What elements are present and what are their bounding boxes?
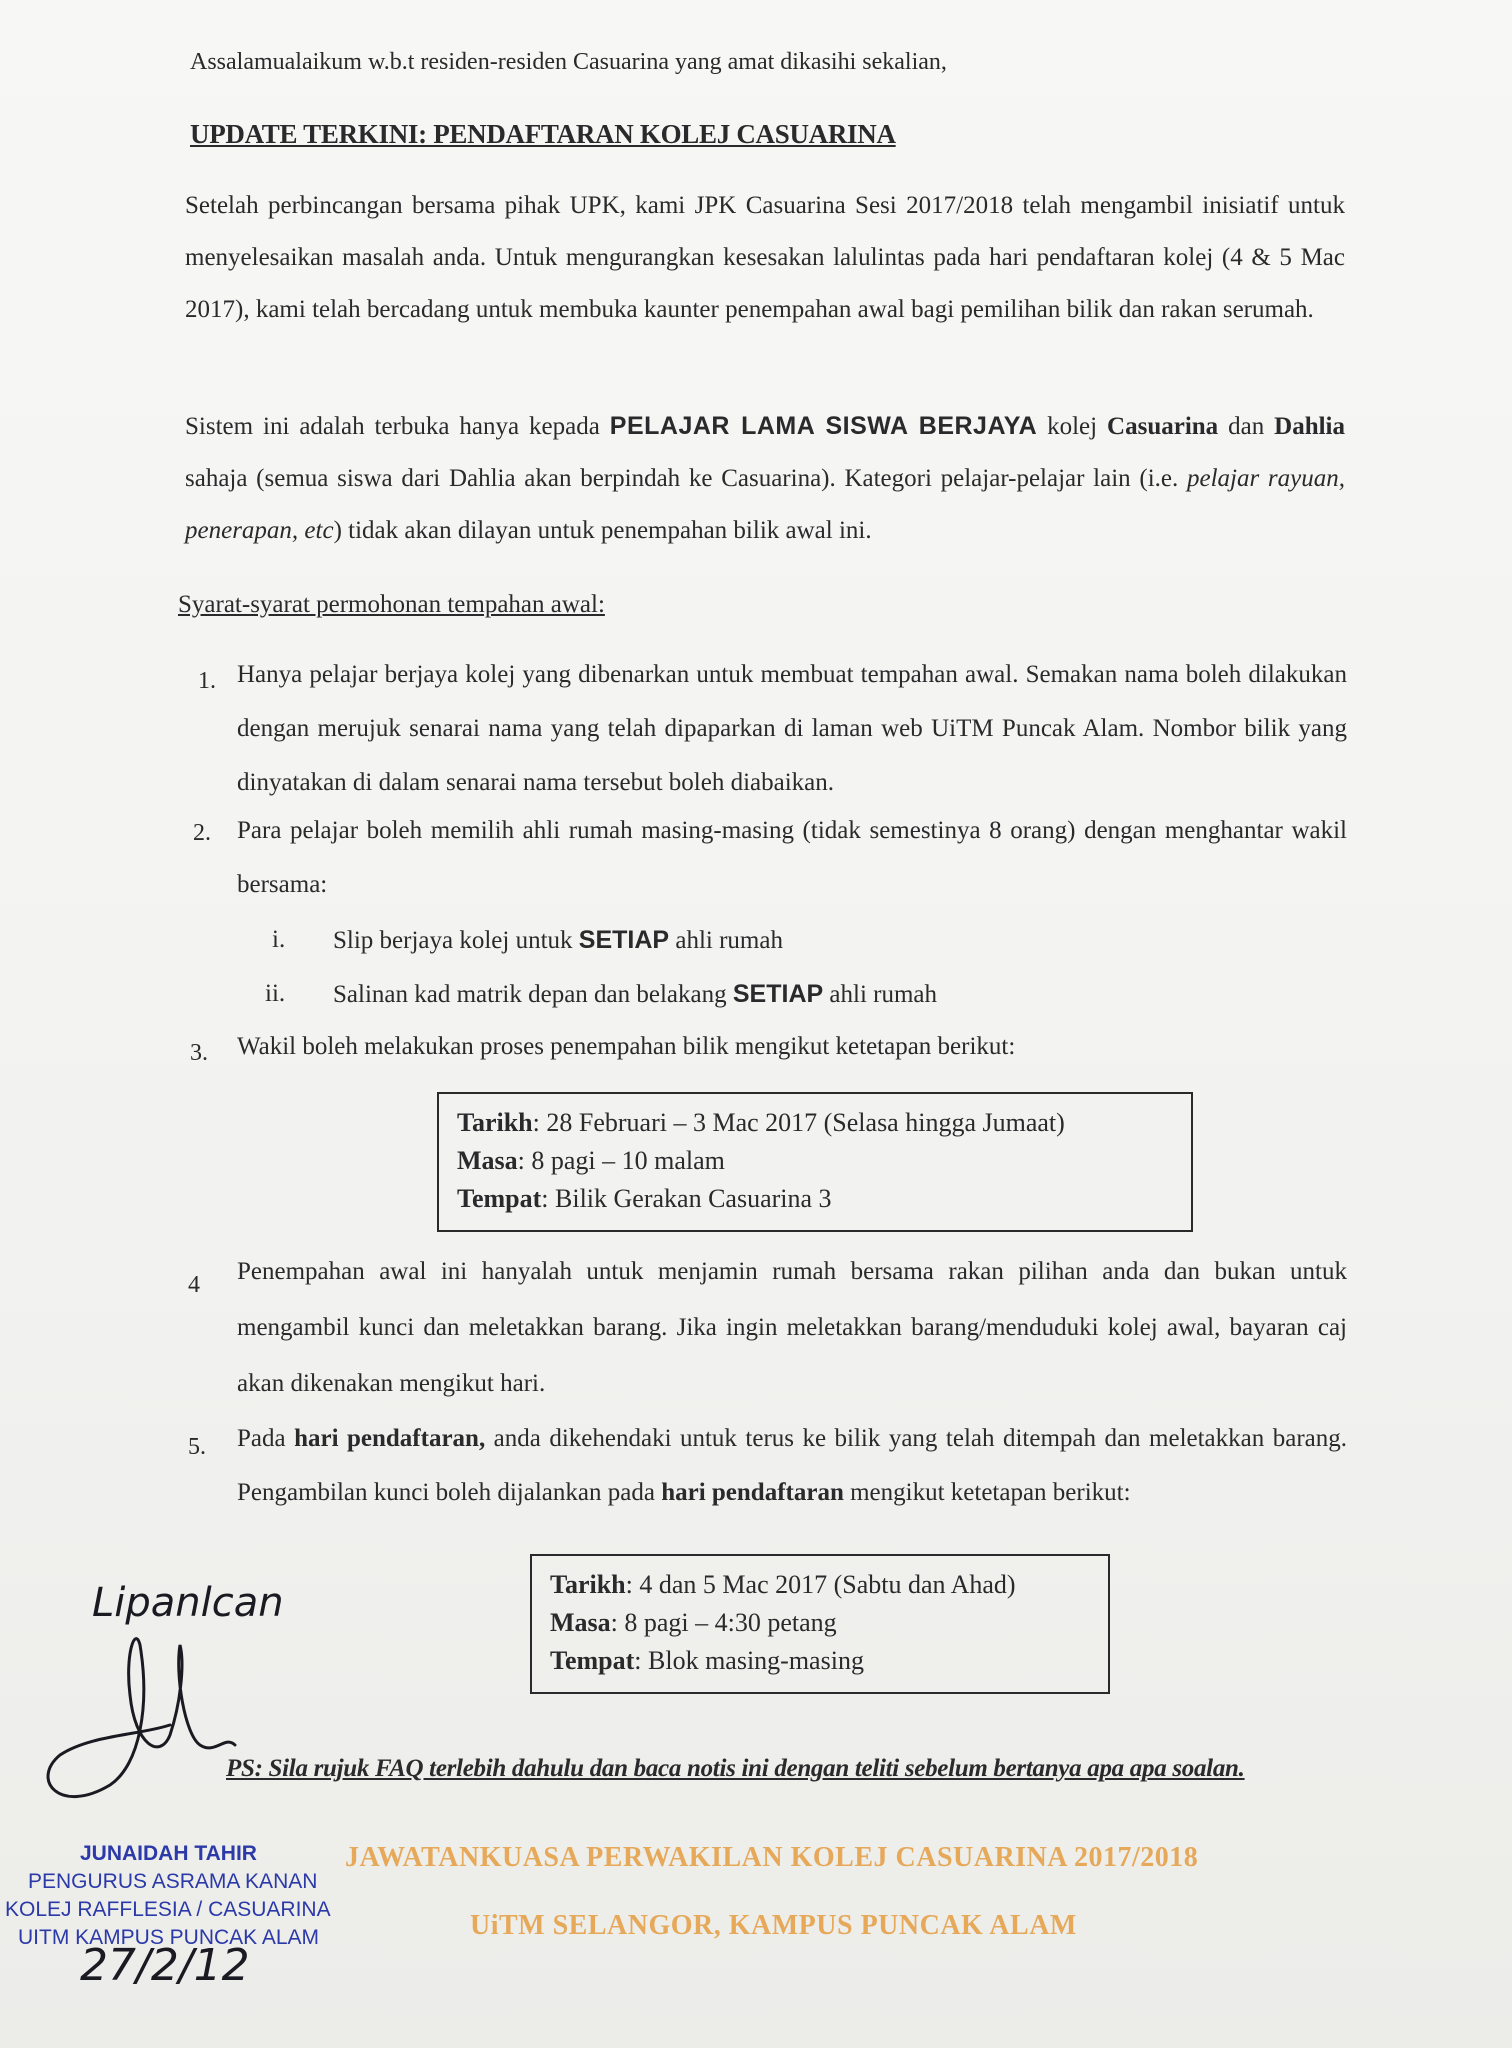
item-3-text: Wakil boleh melakukan proses penempahan bilik mengikut ketetapan berikut: bbox=[237, 1033, 1016, 1060]
item-3-number: 3. bbox=[190, 1040, 208, 1066]
item-1-number: 1. bbox=[198, 668, 216, 694]
ps-note: PS: Sila rujuk FAQ terlebih dahulu dan baca notis ini dengan teliti sebelum bertanya apa apa soalan. bbox=[226, 1755, 1245, 1782]
registration-place-label: Tempat bbox=[550, 1646, 635, 1675]
booking-place-label: Tempat bbox=[457, 1184, 542, 1213]
para2-text-3: dan bbox=[1218, 413, 1275, 440]
registration-date-value: : 4 dan 5 Mac 2017 (Sabtu dan Ahad) bbox=[625, 1570, 1016, 1599]
subitem-ii-text bbox=[333, 980, 937, 1009]
item-5-bold-2: hari pendaftaran bbox=[661, 1479, 844, 1506]
para2-bold-2: Casuarina bbox=[1107, 413, 1219, 440]
booking-schedule-box bbox=[437, 1092, 1193, 1232]
para2-text-1: Sistem ini adalah terbuka hanya kepada bbox=[185, 413, 610, 440]
handwritten-date: 27/2/12 bbox=[80, 1940, 250, 1991]
item-2-text: Para pelajar boleh memilih ahli rumah masing-masing (tidak semestinya 8 orang) dengan menghantar wakil bersama: bbox=[237, 817, 1347, 898]
subitem-ii-bold: SETIAP bbox=[732, 980, 824, 1008]
item-4-text: Penempahan awal ini hanyalah untuk menjamin rumah bersama rakan pilihan anda dan bukan untuk mengambil kunci dan meletakkan barang. Jika ingin meletakkan barang/menduduki kolej awal, bayaran caj akan dikenakan mengikut hari. bbox=[237, 1258, 1347, 1397]
signature-icon bbox=[20, 1585, 250, 1815]
registration-time-value: : 8 pagi – 4:30 petang bbox=[610, 1608, 837, 1637]
para2-italic-1: pelajar rayuan, penerapan, etc bbox=[185, 465, 1345, 544]
para2-text-2: kolej bbox=[1037, 413, 1108, 440]
stamp-college: KOLEJ RAFFLESIA / CASUARINA bbox=[5, 1898, 331, 1921]
para2-text-5: ) tidak akan dilayan untuk penempahan bilik awal ini. bbox=[333, 517, 872, 544]
requirements-heading: Syarat-syarat permohonan tempahan awal: bbox=[178, 591, 605, 618]
booking-place-value: : Bilik Gerakan Casuarina 3 bbox=[541, 1184, 832, 1213]
footer-campus: UiTM SELANGOR, KAMPUS PUNCAK ALAM bbox=[470, 1910, 1077, 1941]
item-5-part-3: mengikut ketetapan berikut: bbox=[843, 1479, 1131, 1506]
page-title: UPDATE TERKINI: PENDAFTARAN KOLEJ CASUARINA bbox=[190, 119, 896, 149]
subitem-ii-number: ii. bbox=[265, 980, 286, 1007]
registration-place-value: : Blok masing-masing bbox=[634, 1646, 864, 1675]
booking-time-row bbox=[457, 1142, 1173, 1180]
item-1-text: Hanya pelajar berjaya kolej yang dibenarkan untuk membuat tempahan awal. Semakan nama boleh dilakukan dengan merujuk senarai nama yang telah dipaparkan di laman web UiTM Puncak Alam. Nombor bilik yang dinyatakan di dalam senarai nama tersebut boleh diabaikan. bbox=[237, 661, 1347, 796]
paragraph-intro: Setelah perbincangan bersama pihak UPK, kami JPK Casuarina Sesi 2017/2018 telah mengambil inisiatif untuk menyelesaikan masalah anda. Untuk mengurangkan kesesakan lalulintas pada hari pendaftaran kolej (4 & 5 Mac 2017), kami telah bercadang untuk membuka kaunter penempahan awal bagi pemilihan bilik dan rakan serumah. bbox=[185, 192, 1345, 323]
para2-text-4: sahaja (semua siswa dari Dahlia akan berpindah ke Casuarina). Kategori pelajar-pelajar lain (i.e. bbox=[185, 465, 1187, 492]
registration-place-row bbox=[550, 1642, 1090, 1680]
handwritten-word: Lipanlcan bbox=[92, 1580, 284, 1626]
greeting: Assalamualaikum w.b.t residen-residen Casuarina yang amat dikasihi sekalian, bbox=[190, 49, 947, 75]
item-5-part-1: Pada bbox=[237, 1425, 295, 1452]
registration-time-label: Masa bbox=[550, 1608, 611, 1637]
subitem-i-part-2: ahli rumah bbox=[669, 927, 783, 954]
registration-time-row bbox=[550, 1604, 1090, 1642]
item-5-text bbox=[237, 1412, 1347, 1520]
booking-time-value: : 8 pagi – 10 malam bbox=[517, 1146, 725, 1175]
subitem-i-number: i. bbox=[272, 926, 286, 953]
para2-bold-1: PELAJAR LAMA SISWA BERJAYA bbox=[609, 412, 1038, 440]
subitem-i-bold: SETIAP bbox=[578, 926, 670, 954]
registration-date-row bbox=[550, 1566, 1090, 1604]
item-5-number: 5. bbox=[188, 1434, 206, 1460]
stamp-campus: UITM KAMPUS PUNCAK ALAM bbox=[18, 1926, 320, 1949]
booking-time-label: Masa bbox=[457, 1146, 518, 1175]
subitem-i-part-1: Slip berjaya kolej untuk bbox=[333, 927, 579, 954]
stamp-position: PENGURUS ASRAMA KANAN bbox=[28, 1870, 318, 1893]
para2-bold-3: Dahlia bbox=[1274, 413, 1346, 440]
item-2-number: 2. bbox=[193, 820, 211, 846]
subitem-ii-part-2: ahli rumah bbox=[823, 981, 938, 1008]
booking-date-label: Tarikh bbox=[457, 1108, 533, 1137]
booking-date-row bbox=[457, 1104, 1173, 1142]
booking-date-value: : 28 Februari – 3 Mac 2017 (Selasa hingga Jumaat) bbox=[532, 1108, 1065, 1137]
registration-date-label: Tarikh bbox=[550, 1570, 626, 1599]
registration-schedule-box bbox=[530, 1554, 1110, 1694]
subitem-i-text bbox=[333, 926, 783, 955]
footer-committee: JAWATANKUASA PERWAKILAN KOLEJ CASUARINA 2017/2018 bbox=[345, 1842, 1199, 1873]
item-5-part-2: anda dikehendaki untuk terus ke bilik yang telah ditempah dan meletakkan barang. Pengambilan kunci boleh dijalankan pada bbox=[237, 1425, 1347, 1506]
subitem-ii-part-1: Salinan kad matrik depan dan belakang bbox=[333, 981, 733, 1008]
booking-place-row bbox=[457, 1180, 1173, 1218]
paragraph-eligibility bbox=[185, 400, 1345, 557]
item-5-bold-1: hari pendaftaran, bbox=[294, 1425, 486, 1452]
item-4-number: 4 bbox=[188, 1272, 200, 1298]
stamp-name: JUNAIDAH TAHIR bbox=[80, 1842, 257, 1865]
